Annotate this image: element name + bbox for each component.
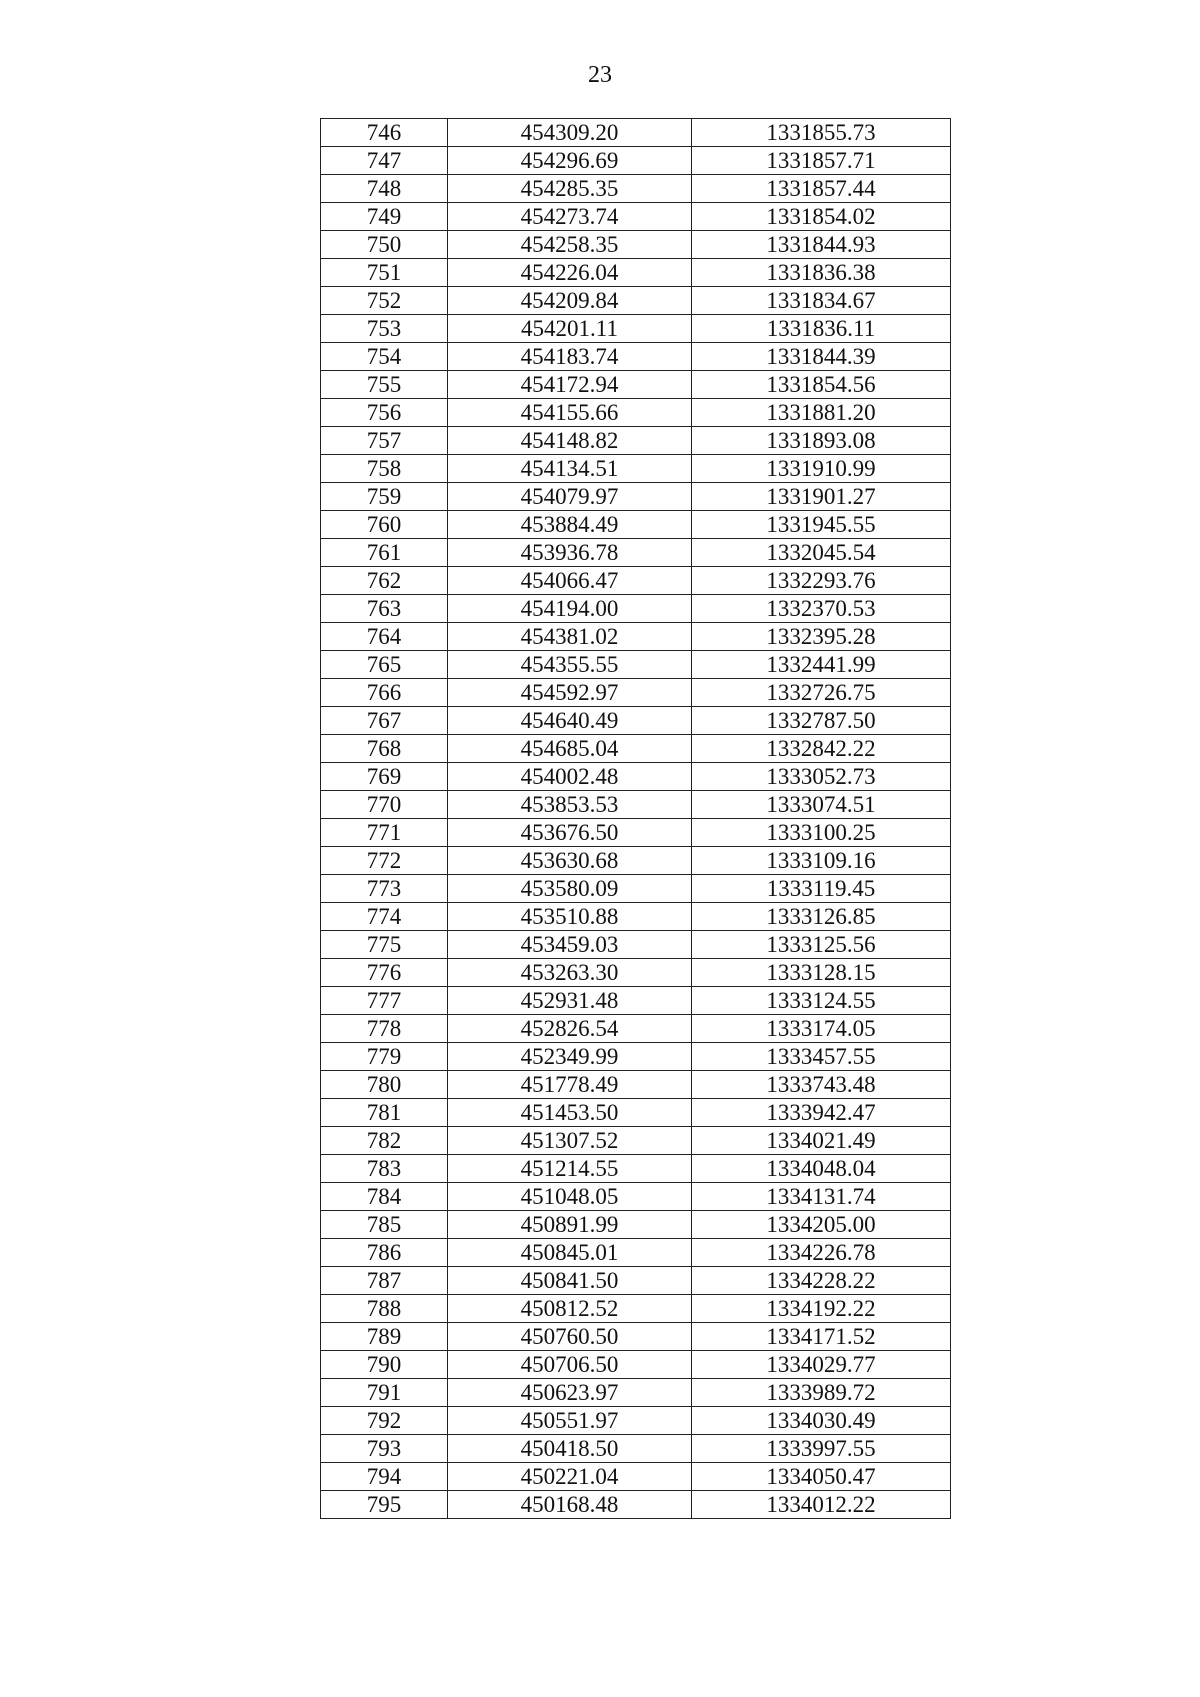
x-coordinate-cell: 454148.82 — [448, 427, 692, 455]
point-number-cell: 755 — [321, 371, 448, 399]
y-coordinate-cell: 1331910.99 — [692, 455, 951, 483]
x-coordinate-cell: 454381.02 — [448, 623, 692, 651]
x-coordinate-cell: 451307.52 — [448, 1127, 692, 1155]
x-coordinate-cell: 454355.55 — [448, 651, 692, 679]
y-coordinate-cell: 1333989.72 — [692, 1379, 951, 1407]
y-coordinate-cell: 1333997.55 — [692, 1435, 951, 1463]
y-coordinate-cell: 1334048.04 — [692, 1155, 951, 1183]
y-coordinate-cell: 1334171.52 — [692, 1323, 951, 1351]
table-row — [321, 623, 951, 651]
x-coordinate-cell: 454226.04 — [448, 259, 692, 287]
table-row — [321, 1463, 951, 1491]
point-number-cell: 773 — [321, 875, 448, 903]
table-row — [321, 707, 951, 735]
point-number-cell: 769 — [321, 763, 448, 791]
point-number-cell: 758 — [321, 455, 448, 483]
x-coordinate-cell: 454066.47 — [448, 567, 692, 595]
x-coordinate-cell: 450760.50 — [448, 1323, 692, 1351]
x-coordinate-cell: 454309.20 — [448, 119, 692, 147]
x-coordinate-cell: 450168.48 — [448, 1491, 692, 1519]
x-coordinate-cell: 450812.52 — [448, 1295, 692, 1323]
table-row — [321, 287, 951, 315]
x-coordinate-cell: 454194.00 — [448, 595, 692, 623]
table-row — [321, 875, 951, 903]
y-coordinate-cell: 1333126.85 — [692, 903, 951, 931]
point-number-cell: 792 — [321, 1407, 448, 1435]
point-number-cell: 760 — [321, 511, 448, 539]
y-coordinate-cell: 1333124.55 — [692, 987, 951, 1015]
point-number-cell: 775 — [321, 931, 448, 959]
table-row — [321, 399, 951, 427]
y-coordinate-cell: 1334012.22 — [692, 1491, 951, 1519]
point-number-cell: 756 — [321, 399, 448, 427]
point-number-cell: 747 — [321, 147, 448, 175]
table-row — [321, 511, 951, 539]
table-row — [321, 1015, 951, 1043]
y-coordinate-cell: 1331945.55 — [692, 511, 951, 539]
point-number-cell: 751 — [321, 259, 448, 287]
y-coordinate-cell: 1333942.47 — [692, 1099, 951, 1127]
table-row — [321, 1379, 951, 1407]
point-number-cell: 786 — [321, 1239, 448, 1267]
table-row — [321, 455, 951, 483]
x-coordinate-cell: 454685.04 — [448, 735, 692, 763]
coordinates-table-body — [321, 119, 951, 1519]
y-coordinate-cell: 1334131.74 — [692, 1183, 951, 1211]
point-number-cell: 757 — [321, 427, 448, 455]
point-number-cell: 783 — [321, 1155, 448, 1183]
point-number-cell: 774 — [321, 903, 448, 931]
table-row — [321, 483, 951, 511]
table-row — [321, 1267, 951, 1295]
y-coordinate-cell: 1334029.77 — [692, 1351, 951, 1379]
table-row — [321, 1491, 951, 1519]
table-row — [321, 119, 951, 147]
point-number-cell: 763 — [321, 595, 448, 623]
table-row — [321, 847, 951, 875]
x-coordinate-cell: 454296.69 — [448, 147, 692, 175]
point-number-cell: 785 — [321, 1211, 448, 1239]
y-coordinate-cell: 1333100.25 — [692, 819, 951, 847]
x-coordinate-cell: 450841.50 — [448, 1267, 692, 1295]
x-coordinate-cell: 452826.54 — [448, 1015, 692, 1043]
point-number-cell: 752 — [321, 287, 448, 315]
y-coordinate-cell: 1334030.49 — [692, 1407, 951, 1435]
y-coordinate-cell: 1331855.73 — [692, 119, 951, 147]
x-coordinate-cell: 453676.50 — [448, 819, 692, 847]
y-coordinate-cell: 1331844.93 — [692, 231, 951, 259]
point-number-cell: 778 — [321, 1015, 448, 1043]
point-number-cell: 762 — [321, 567, 448, 595]
point-number-cell: 776 — [321, 959, 448, 987]
y-coordinate-cell: 1332370.53 — [692, 595, 951, 623]
point-number-cell: 784 — [321, 1183, 448, 1211]
y-coordinate-cell: 1332293.76 — [692, 567, 951, 595]
x-coordinate-cell: 454209.84 — [448, 287, 692, 315]
table-row — [321, 903, 951, 931]
x-coordinate-cell: 452349.99 — [448, 1043, 692, 1071]
x-coordinate-cell: 450418.50 — [448, 1435, 692, 1463]
table-row — [321, 175, 951, 203]
x-coordinate-cell: 453510.88 — [448, 903, 692, 931]
point-number-cell: 761 — [321, 539, 448, 567]
table-row — [321, 1043, 951, 1071]
table-row — [321, 763, 951, 791]
x-coordinate-cell: 454640.49 — [448, 707, 692, 735]
table-row — [321, 203, 951, 231]
y-coordinate-cell: 1331844.39 — [692, 343, 951, 371]
table-row — [321, 1351, 951, 1379]
x-coordinate-cell: 451453.50 — [448, 1099, 692, 1127]
table-row — [321, 1407, 951, 1435]
point-number-cell: 771 — [321, 819, 448, 847]
table-row — [321, 1295, 951, 1323]
y-coordinate-cell: 1334050.47 — [692, 1463, 951, 1491]
y-coordinate-cell: 1333174.05 — [692, 1015, 951, 1043]
point-number-cell: 791 — [321, 1379, 448, 1407]
x-coordinate-cell: 453884.49 — [448, 511, 692, 539]
coordinates-table — [320, 118, 951, 1519]
point-number-cell: 759 — [321, 483, 448, 511]
point-number-cell: 789 — [321, 1323, 448, 1351]
table-row — [321, 371, 951, 399]
y-coordinate-cell: 1331901.27 — [692, 483, 951, 511]
table-row — [321, 595, 951, 623]
x-coordinate-cell: 454285.35 — [448, 175, 692, 203]
x-coordinate-cell: 454134.51 — [448, 455, 692, 483]
point-number-cell: 768 — [321, 735, 448, 763]
point-number-cell: 754 — [321, 343, 448, 371]
y-coordinate-cell: 1331857.71 — [692, 147, 951, 175]
y-coordinate-cell: 1334228.22 — [692, 1267, 951, 1295]
table-row — [321, 1099, 951, 1127]
y-coordinate-cell: 1331893.08 — [692, 427, 951, 455]
x-coordinate-cell: 454002.48 — [448, 763, 692, 791]
point-number-cell: 781 — [321, 1099, 448, 1127]
x-coordinate-cell: 450551.97 — [448, 1407, 692, 1435]
table-row — [321, 1155, 951, 1183]
x-coordinate-cell: 451778.49 — [448, 1071, 692, 1099]
y-coordinate-cell: 1333119.45 — [692, 875, 951, 903]
y-coordinate-cell: 1332787.50 — [692, 707, 951, 735]
x-coordinate-cell: 450623.97 — [448, 1379, 692, 1407]
x-coordinate-cell: 453459.03 — [448, 931, 692, 959]
point-number-cell: 788 — [321, 1295, 448, 1323]
point-number-cell: 787 — [321, 1267, 448, 1295]
y-coordinate-cell: 1331854.56 — [692, 371, 951, 399]
x-coordinate-cell: 451048.05 — [448, 1183, 692, 1211]
x-coordinate-cell: 451214.55 — [448, 1155, 692, 1183]
x-coordinate-cell: 454273.74 — [448, 203, 692, 231]
y-coordinate-cell: 1331836.11 — [692, 315, 951, 343]
table-row — [321, 343, 951, 371]
table-row — [321, 931, 951, 959]
point-number-cell: 795 — [321, 1491, 448, 1519]
y-coordinate-cell: 1333457.55 — [692, 1043, 951, 1071]
x-coordinate-cell: 453580.09 — [448, 875, 692, 903]
y-coordinate-cell: 1334226.78 — [692, 1239, 951, 1267]
table-row — [321, 427, 951, 455]
point-number-cell: 749 — [321, 203, 448, 231]
x-coordinate-cell: 454155.66 — [448, 399, 692, 427]
point-number-cell: 770 — [321, 791, 448, 819]
point-number-cell: 766 — [321, 679, 448, 707]
x-coordinate-cell: 454172.94 — [448, 371, 692, 399]
y-coordinate-cell: 1332842.22 — [692, 735, 951, 763]
table-row — [321, 1183, 951, 1211]
table-row — [321, 147, 951, 175]
point-number-cell: 794 — [321, 1463, 448, 1491]
y-coordinate-cell: 1333128.15 — [692, 959, 951, 987]
x-coordinate-cell: 453263.30 — [448, 959, 692, 987]
table-row — [321, 1323, 951, 1351]
point-number-cell: 772 — [321, 847, 448, 875]
point-number-cell: 767 — [321, 707, 448, 735]
table-row — [321, 1211, 951, 1239]
x-coordinate-cell: 453936.78 — [448, 539, 692, 567]
table-row — [321, 259, 951, 287]
y-coordinate-cell: 1334192.22 — [692, 1295, 951, 1323]
table-row — [321, 987, 951, 1015]
point-number-cell: 790 — [321, 1351, 448, 1379]
point-number-cell: 750 — [321, 231, 448, 259]
table-row — [321, 567, 951, 595]
point-number-cell: 793 — [321, 1435, 448, 1463]
x-coordinate-cell: 453630.68 — [448, 847, 692, 875]
table-row — [321, 651, 951, 679]
point-number-cell: 748 — [321, 175, 448, 203]
point-number-cell: 746 — [321, 119, 448, 147]
point-number-cell: 765 — [321, 651, 448, 679]
table-row — [321, 735, 951, 763]
y-coordinate-cell: 1331834.67 — [692, 287, 951, 315]
table-row — [321, 1071, 951, 1099]
table-row — [321, 1239, 951, 1267]
x-coordinate-cell: 450706.50 — [448, 1351, 692, 1379]
y-coordinate-cell: 1333743.48 — [692, 1071, 951, 1099]
x-coordinate-cell: 454258.35 — [448, 231, 692, 259]
y-coordinate-cell: 1334021.49 — [692, 1127, 951, 1155]
y-coordinate-cell: 1331881.20 — [692, 399, 951, 427]
x-coordinate-cell: 454183.74 — [448, 343, 692, 371]
x-coordinate-cell: 450221.04 — [448, 1463, 692, 1491]
table-row — [321, 1435, 951, 1463]
y-coordinate-cell: 1333109.16 — [692, 847, 951, 875]
x-coordinate-cell: 450891.99 — [448, 1211, 692, 1239]
y-coordinate-cell: 1332045.54 — [692, 539, 951, 567]
point-number-cell: 782 — [321, 1127, 448, 1155]
point-number-cell: 777 — [321, 987, 448, 1015]
y-coordinate-cell: 1333074.51 — [692, 791, 951, 819]
y-coordinate-cell: 1331857.44 — [692, 175, 951, 203]
x-coordinate-cell: 450845.01 — [448, 1239, 692, 1267]
table-row — [321, 959, 951, 987]
x-coordinate-cell: 453853.53 — [448, 791, 692, 819]
table-row — [321, 679, 951, 707]
y-coordinate-cell: 1331854.02 — [692, 203, 951, 231]
y-coordinate-cell: 1332726.75 — [692, 679, 951, 707]
y-coordinate-cell: 1331836.38 — [692, 259, 951, 287]
point-number-cell: 780 — [321, 1071, 448, 1099]
table-row — [321, 1127, 951, 1155]
y-coordinate-cell: 1332441.99 — [692, 651, 951, 679]
point-number-cell: 753 — [321, 315, 448, 343]
table-row — [321, 819, 951, 847]
x-coordinate-cell: 454201.11 — [448, 315, 692, 343]
x-coordinate-cell: 454592.97 — [448, 679, 692, 707]
y-coordinate-cell: 1333052.73 — [692, 763, 951, 791]
x-coordinate-cell: 452931.48 — [448, 987, 692, 1015]
table-row — [321, 231, 951, 259]
x-coordinate-cell: 454079.97 — [448, 483, 692, 511]
y-coordinate-cell: 1332395.28 — [692, 623, 951, 651]
y-coordinate-cell: 1334205.00 — [692, 1211, 951, 1239]
y-coordinate-cell: 1333125.56 — [692, 931, 951, 959]
table-row — [321, 539, 951, 567]
point-number-cell: 779 — [321, 1043, 448, 1071]
table-row — [321, 791, 951, 819]
page-number: 23 — [588, 62, 612, 88]
point-number-cell: 764 — [321, 623, 448, 651]
table-row — [321, 315, 951, 343]
